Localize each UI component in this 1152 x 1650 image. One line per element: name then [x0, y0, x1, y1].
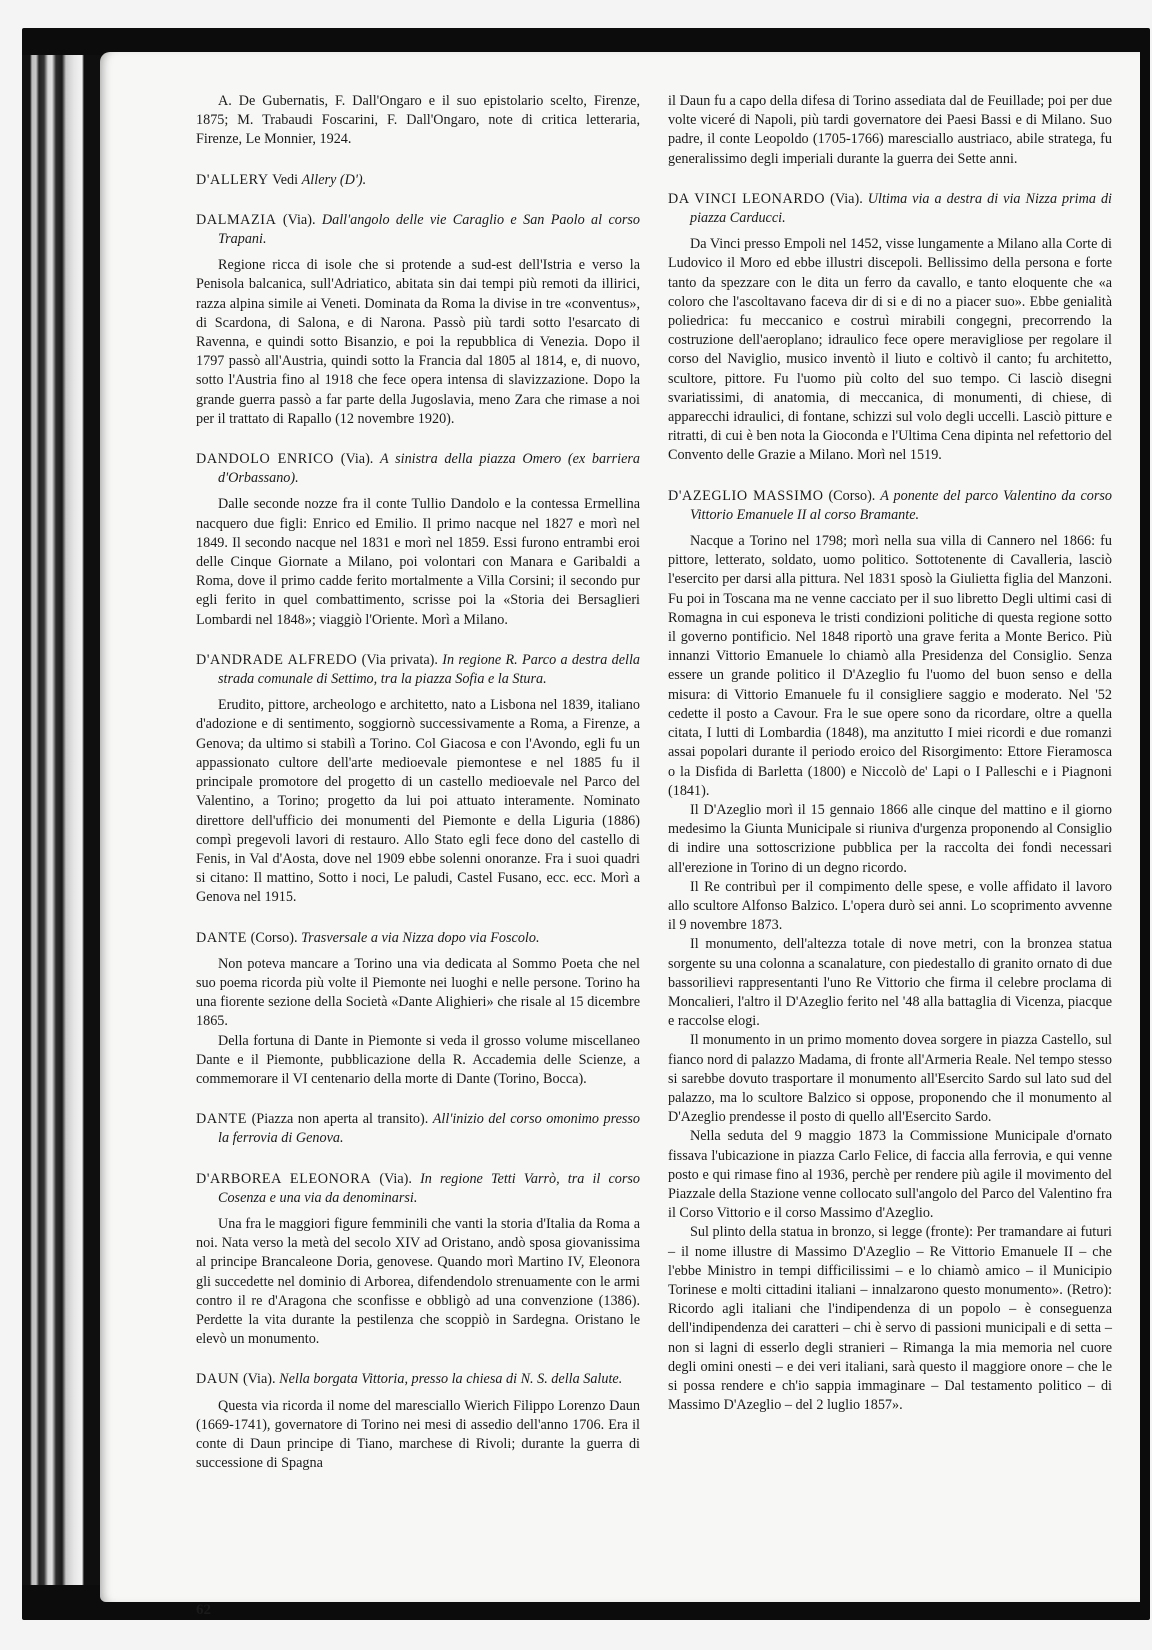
- entry-paragraph: Il monumento, dell'altezza totale di nove metri, con la bronzea statua sorgente su una colonna a scanalature, con piedestallo di granito ornato di due bassorilievi rappresentanti l'uno Re Vittorio che firma il celebre proclama di Moncalieri, l'altro il D'Azeglio ferito nel '48 alla battaglia di Vicenza, piacque e raccolse elogi.: [668, 936, 1112, 1030]
- street-type: (Via privata).: [361, 651, 443, 668]
- street-location: All'inizio del corso omonimo presso la ferrovia di Genova.: [218, 1111, 641, 1147]
- left-column: [196, 92, 640, 1473]
- entry-paragraph: Nacque a Torino nel 1798; morì nella sua villa di Cannero nel 1866: fu pittore, letterato, soldato, uomo politico. Sottotenente di Cavalleria, lasciò l'esercito per darsi alla pittura. Nel 1831 sposò la Giulietta figlia del Manzoni. Fu poi in Toscana ma ne venne cacciato per il suo libretto Degli ultimi casi di Romagna in cui esponeva le tristi condizioni politiche di questa regione sotto il governo pontificio. Nel 1848 riportò una grave ferita a Monte Berico. Più innanzi Vittorio Emanuele lo chiamò alla Presidenza del Consiglio. Senza essere un grande politico il D'Azeglio fu l'uomo del buon senso e della misura: di Vittorio Emanuele fu il consigliere saggio e moderato. Nel '52 cedette il posto a Cavour. Fra le sue opere sono da ricordare, oltre a quella citata, I lutti di Lombardia (1848), ma anzitutto I miei ricordi e due romanzi assai popolari durante il periodo eroico del Risorgimento: Ettore Fieramosca o la Disfida di Barletta (1800) e Niccolò de' Lapi o I Palleschi e i Piagnoni (1841).: [668, 533, 1112, 799]
- street-entry: [196, 651, 640, 908]
- entry-paragraph: Il monumento in un primo momento dovea sorgere in piazza Castello, sul fianco nord di palazzo Madama, di fronte all'Armeria Reale. Nel tempo stesso si sarebbe dovuto trasportare il monumento all'Esercito Sardo sul lato sud del palazzo, ma lo scultore Balzico si oppose, proponendo che il monumento al D'Azeglio prendesse il posto di quello all'Esercito Sardo.: [668, 1032, 1112, 1126]
- street-entry: [668, 487, 1112, 1416]
- entry-heading: [196, 171, 640, 190]
- page-number: 62: [196, 1602, 211, 1618]
- entry-heading: [196, 1370, 640, 1389]
- entry-paragraph: Il D'Azeglio morì il 15 gennaio 1866 alle cinque del mattino e il giorno medesimo la Giunta Municipale si riuniva d'urgenza proponendo al Consiglio di indire una sottoscrizione pubblica per la raccolta dei fondi necessari all'erezione in Torino di un degno ricordo.: [668, 801, 1112, 876]
- street-entry: [196, 929, 640, 1090]
- right-column: [668, 92, 1112, 1473]
- street-type: (Via).: [340, 451, 381, 468]
- street-entry: [196, 211, 640, 429]
- street-name: DA VINCI LEONARDO: [668, 190, 826, 207]
- street-type: (Via).: [830, 190, 868, 207]
- entry-heading: [196, 450, 640, 488]
- street-name: D'ANDRADE ALFREDO: [196, 651, 358, 668]
- entry-paragraph: Erudito, pittore, archeologo e architetto, nato a Lisbona nel 1839, italiano d'adozione e di sentimento, soggiornò successivamente a Roma, a Firenze, a Genova; da ultimo si stabilì a Torino. Col Giacosa e con l'Avondo, egli fu un appassionato cultore dell'arte medioevale piemontese e nel 1885 fu il principale promotore del progetto di un castello medioevale nel Parco del Valentino, a Torino; progetto da lui poi attuato interamente. Nominato direttore dell'ufficio dei monumenti del Piemonte e della Liguria (1886) compì pregevoli lavori di restauro. Allo Stato egli fece dono del castello di Fenis, in Val d'Aosta, dove nel 1909 ebbe solenni onoranze. Fra i suoi quadri si citano: Il mattino, Sotto i noci, Le paludi, Castel Fusano, ecc. ecc. Morì a Genova nel 1915.: [196, 697, 640, 906]
- street-location: In regione R. Parco a destra della strada comunale di Settimo, tra la piazza Sofia e la Stura.: [218, 651, 641, 688]
- street-entry: [196, 1370, 640, 1473]
- entry-heading: [196, 211, 640, 249]
- street-name: D'ALLERY: [196, 171, 269, 188]
- page-content: [196, 92, 1112, 1473]
- entry-paragraph: Una fra le maggiori figure femminili che vanti la storia d'Italia da Roma a noi. Nata verso la metà del secolo XIV ad Oristano, andò sposa giovanissima al principe Brancaleone Doria, genovese. Quando morì Martino IV, Eleonora gli succedette nel dominio di Arborea, difendendolo strenuamente con le armi contro il re d'Aragona che sconfisse e obbligò ad una convenzione (1386). Perdette la vita durante la pestilenza che scoppiò in Sardegna. Oristano le elevò un monumento.: [196, 1215, 640, 1348]
- street-name: D'AZEGLIO MASSIMO: [668, 487, 824, 504]
- entry-paragraph: A. De Gubernatis, F. Dall'Ongaro e il suo epistolario scelto, Firenze, 1875; M. Trabaudi Foscarini, F. Dall'Ongaro, note di critica letteraria, Firenze, Le Monnier, 1924.: [196, 93, 640, 148]
- entry-heading: [196, 651, 640, 689]
- street-type: (Via).: [242, 1371, 280, 1388]
- street-location: Allery (D').: [301, 171, 367, 188]
- street-type: (Corso).: [828, 487, 881, 504]
- entry-paragraph: Nella seduta del 9 maggio 1873 la Commissione Municipale d'ornato fissava l'ubicazione in piazza Carlo Felice, di faccia alla ferrovia, e qui venne posto e qui rimase fino al 1936, perchè per rendere più agile il movimento del Piazzale della Stazione venne collocato sull'angolo del Parco del Valentino fra il Corso Vittorio e il corso Massimo d'Azeglio.: [668, 1128, 1112, 1222]
- street-name: DANTE: [196, 929, 248, 946]
- street-location: A sinistra della piazza Omero (ex barriera d'Orbassano).: [218, 451, 640, 487]
- street-type: (Corso).: [250, 929, 302, 946]
- entry-heading: [196, 1170, 640, 1208]
- street-entry: [196, 1110, 640, 1148]
- entry-heading: [668, 190, 1112, 228]
- street-name: DANDOLO ENRICO: [196, 451, 335, 468]
- street-type: (Via).: [282, 211, 322, 228]
- entry-paragraph: Della fortuna di Dante in Piemonte si veda il grosso volume miscellaneo Dante e il Piemonte, pubblicazione della R. Accademia delle Scienze, a commemorare il VI centenario della morte di Dante (Torino, Bocca).: [196, 1032, 640, 1087]
- entry-paragraph: Da Vinci presso Empoli nel 1452, visse lungamente a Milano alla Corte di Ludovico il Moro ed ebbe illustri discepoli. Bellissimo della persona e forte tanto da spezzare con le dita un ferro da cavallo, e tanto eloquente che «a coloro che l'ascoltavano faceva dir di si e di no a piacer suo». Ebbe genialità poliedrica: fu meccanico e costruì mirabili congegni, precorrendo la costruzione dell'aeroplano; idraulico fece opere meravigliose per regolare il corso del Naviglio, musico inventò il liuto e coltivò il canto; fu architetto, scultore, pittore. Fu l'uomo più colto del suo tempo. Ci lasciò disegni svariatissimi, di anatomia, di meccanica, di monumenti, di chiese, di apparecchi idraulici, di fontane, schizzi sul volo degli uccelli. Lasciò pitture e ritratti, di cui è ben nota la Gioconda e l'Ultima Cena dipinta nel refettorio del Convento delle Grazie a Milano. Morì nel 1519.: [668, 236, 1112, 464]
- street-type: Vedi: [272, 171, 302, 188]
- street-location: A ponente del parco Valentino da corso Vittorio Emanuele II al corso Bramante.: [690, 487, 1112, 523]
- entry-paragraph: il Daun fu a capo della difesa di Torino assediata dal de Feuillade; poi per due volte viceré di Napoli, più tardi governatore dei Paesi Bassi e di Milano. Suo padre, il conte Leopoldo (1705-1766) maresciallo austriaco, abile stratega, fu generalissimo degli imperiali durante la guerra dei Sette anni.: [668, 93, 1112, 167]
- street-name: D'ARBOREA ELEONORA: [196, 1170, 372, 1187]
- street-name: DANTE: [196, 1111, 248, 1128]
- street-type: (Via).: [379, 1170, 421, 1187]
- street-name: DALMAZIA: [196, 211, 277, 228]
- book-binding-edge: [22, 55, 102, 1585]
- street-entry: [196, 1170, 640, 1350]
- continuation-entry: [668, 92, 1112, 169]
- entry-heading: [196, 929, 640, 948]
- continuation-entry: [196, 92, 640, 150]
- book-page: [100, 52, 1140, 1618]
- street-location: Ultima via a destra di via Nizza prima di piazza Carducci.: [690, 190, 1112, 227]
- street-type: (Piazza non aperta al transito).: [251, 1111, 433, 1128]
- street-entry: [196, 171, 640, 190]
- entry-paragraph: Dalle seconde nozze fra il conte Tullio Dandolo e la contessa Ermellina nacquero due figli: Enrico ed Emilio. Il primo nacque nel 1827 e morì nel 1849. Il secondo nacque nel 1831 e morì nel 1859. Essi furono entrambi eroi delle Cinque Giornate a Milano, poi volontari con Manara e Garibaldi a Roma, dove il primo cadde ferito mortalmente a Villa Corsini; il secondo pur egli ferito in quel combattimento, scrisse poi la «Storia dei Bersaglieri Lombardi nel 1848»; viaggiò l'Oriente. Morì a Milano.: [196, 496, 640, 628]
- street-location: In regione Tetti Varrò, tra il corso Cosenza e una via da denominarsi.: [218, 1170, 640, 1206]
- street-location: Trasversale a via Nizza dopo via Foscolo.: [301, 929, 540, 946]
- entry-paragraph: Non poteva mancare a Torino una via dedicata al Sommo Poeta che nel suo poema ricorda più volte il Piemonte nei luoghi e nelle persone. Torino ha una fiorente sezione della Società «Dante Alighieri» che risale al 15 dicembre 1865.: [196, 955, 640, 1030]
- street-entry: [196, 450, 640, 630]
- entry-paragraph: Sul plinto della statua in bronzo, si legge (fronte): Per tramandare ai futuri – il nome illustre di Massimo D'Azeglio – Re Vittorio Emanuele II – che l'ebbe Ministro in tempi difficilissimi – e lo chiamò amico – il Municipio Torinese e molti cittadini italiani – innalzarono questo monumento». (Retro): Ricordo agli italiani che l'indipendenza di un popolo – è conseguenza dell'indipendenza dei caratteri – chi è servo di passioni municipali e di setta – non si lagni di esserlo degli stranieri – Rimanga la mia memoria nel cuore degli omini onesti – e dei veri italiani, sarà questo il maggiore onore – che le si possa rendere e ch'io sappia immaginare – Dal testamento politico – di Massimo D'Azeglio – del 2 luglio 1857».: [668, 1224, 1112, 1414]
- street-location: Dall'angolo delle vie Caraglio e San Paolo al corso Trapani.: [218, 211, 640, 248]
- entry-paragraph: Regione ricca di isole che si protende a sud-est dell'Istria e verso la Penisola balcanica, sull'Adriatico, abitata sin dai tempi più remoti da illirici, razza alpina simile ai Veneti. Dominata da Roma la divise in tre «conventus», di Scardona, di Salona, e di Narona. Passò più tardi sotto l'esarcato di Ravenna, e quindi sotto Bisanzio, e poi la repubblica di Venezia. Dopo il 1797 passò all'Austria, quindi sotto la Francia dal 1805 al 1814, e, di nuovo, sotto l'Austria fino al 1918 che fece opera intensa di slavizzazione. Dopo la grande guerra passò a far parte della Jugoslavia, meno Zara che rimase a noi per il trattato di Rapallo (12 novembre 1920).: [196, 257, 640, 427]
- entry-paragraph: Questa via ricorda il nome del maresciallo Wierich Filippo Lorenzo Daun (1669-1741), governatore di Torino nei mesi di assedio dell'anno 1706. Era il conte di Daun principe di Tiano, marchese di Rivoli; durante la guerra di successione di Spagna: [196, 1397, 640, 1472]
- entry-paragraph: Il Re contribuì per il compimento delle spese, e volle affidato il lavoro allo scultore Alfonso Balzico. L'opera durò sei anni. Lo scoprimento avvenne il 9 novembre 1873.: [668, 878, 1112, 934]
- street-location: Nella borgata Vittoria, presso la chiesa di N. S. della Salute.: [279, 1371, 623, 1388]
- street-entry: [668, 190, 1112, 466]
- street-name: DAUN: [196, 1371, 240, 1388]
- entry-heading: [668, 487, 1112, 525]
- entry-heading: [196, 1110, 640, 1148]
